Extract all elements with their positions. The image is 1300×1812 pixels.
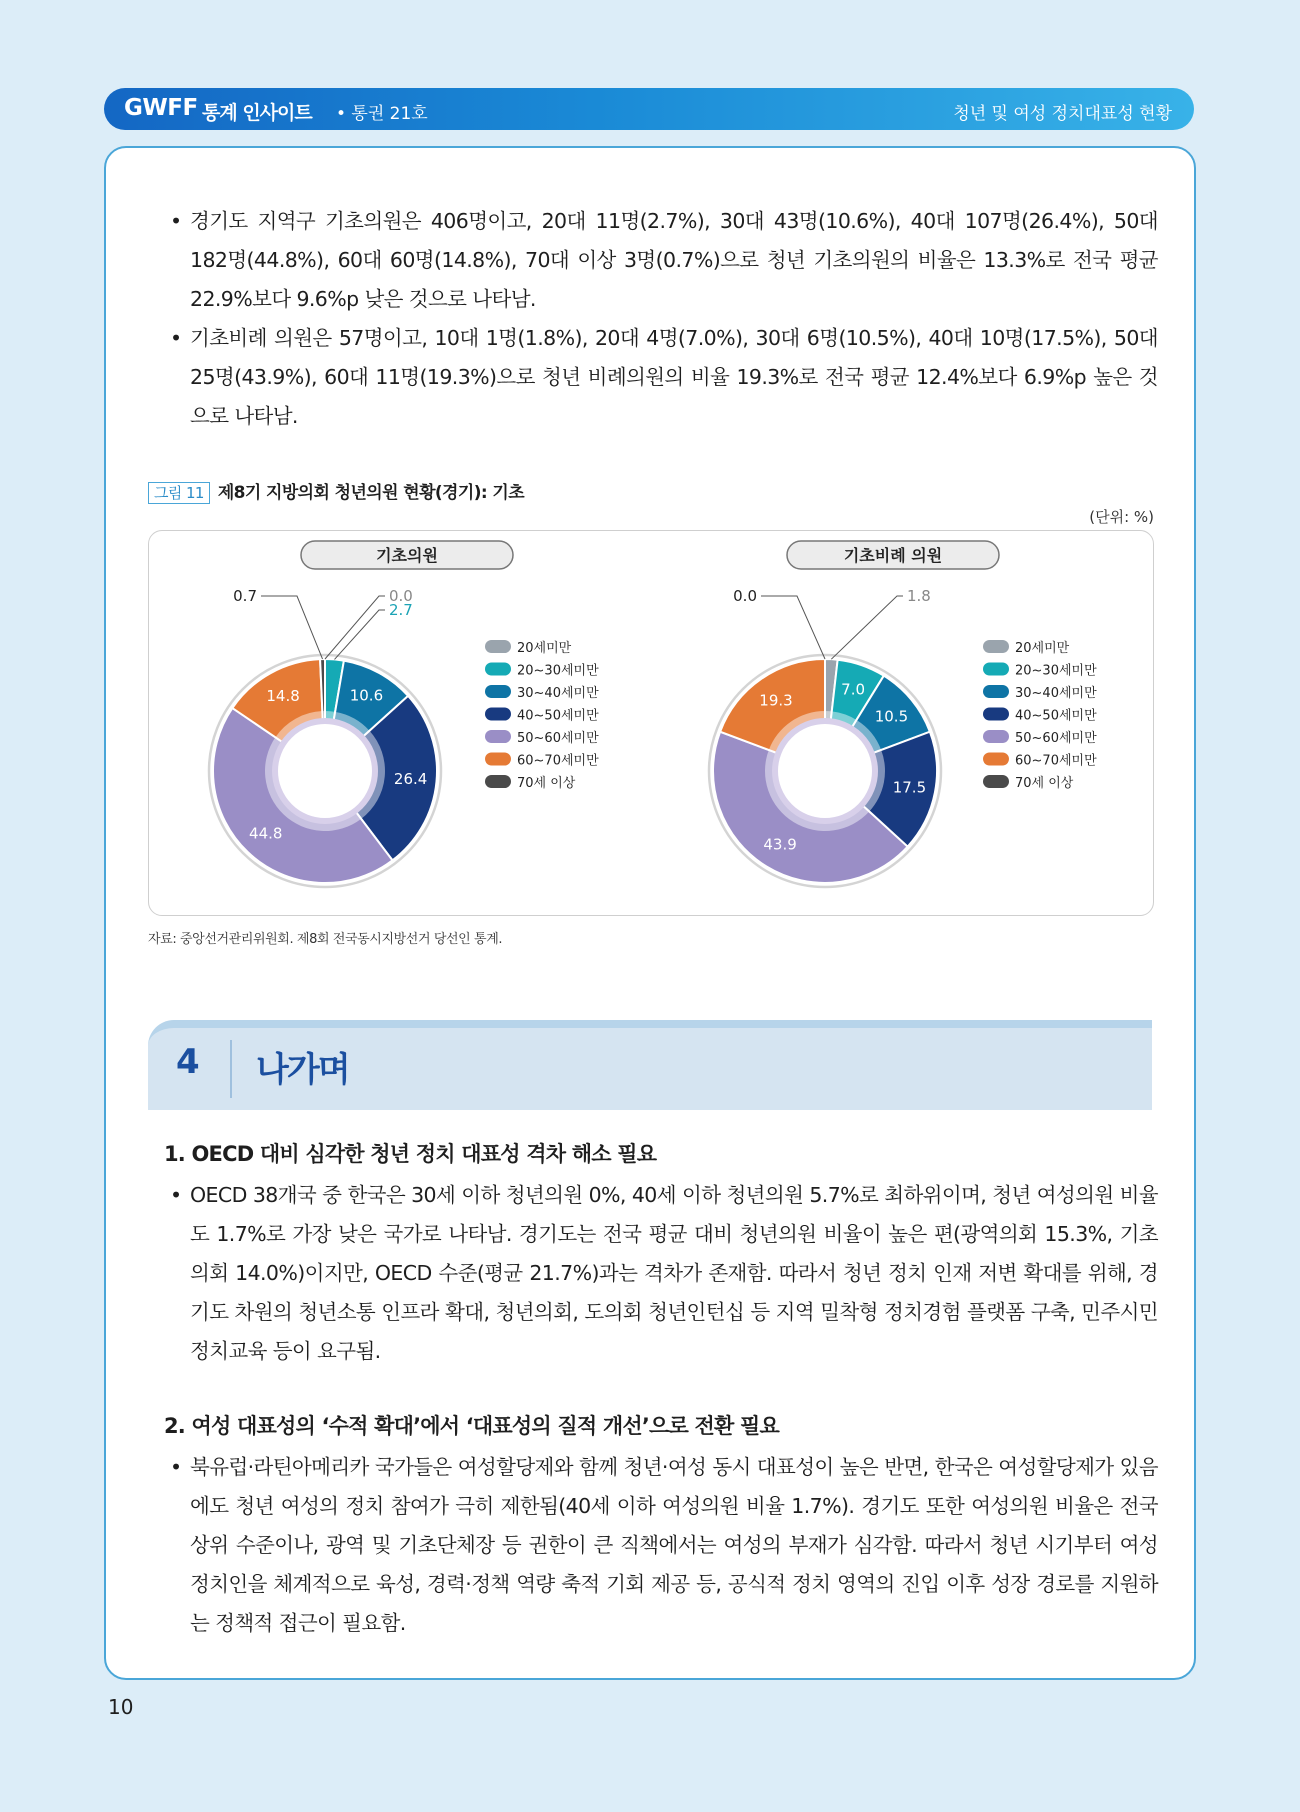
donut-charts (149, 531, 1153, 915)
legend-swatch (983, 663, 1009, 676)
legend-swatch (485, 753, 511, 766)
legend-swatch (983, 708, 1009, 721)
content-card (104, 146, 1196, 1680)
bullet-dot: • (170, 1183, 182, 1207)
legend-label: 30~40세미만 (1015, 686, 1097, 701)
callout-line (334, 610, 385, 659)
figure-tag: 그림 11 (148, 482, 210, 504)
slice-label: 19.3 (759, 691, 793, 710)
slice-label: 43.9 (763, 835, 797, 854)
bullet-item (170, 202, 1158, 319)
slice-label: 0.0 (389, 587, 413, 605)
page-number: 10 (108, 1695, 134, 1719)
slice-label: 7.0 (841, 680, 866, 699)
legend-swatch (983, 730, 1009, 743)
slice-label: 10.6 (349, 686, 384, 705)
slice-label: 1.8 (907, 587, 931, 605)
bullet-dot: • (170, 326, 182, 350)
legend-swatch (983, 640, 1009, 653)
figure-source: 자료: 중앙선거관리위원회. 제8회 전국동시지방선거 당선인 통계. (148, 932, 503, 947)
callout-line (325, 596, 385, 659)
bullet-item (170, 319, 1158, 436)
slice-label: 14.8 (266, 686, 300, 705)
legend-label: 40~50세미만 (517, 708, 599, 724)
section-divider (230, 1040, 232, 1098)
callout-line (761, 596, 825, 659)
bullet-text: 기초비례 의원은 57명이고, 10대 1명(1.8%), 20대 4명(7.0%), 30대 6명(10.5%), 40대 10명(17.5%), 50대 25명(43.9%), 60대 11명(19.3%)으로 청년 비례의원의 비율 19.3%로 전국 평균 12.4%보다 6.9%p 높은 것으로 나타남. (190, 326, 1158, 428)
legend-label: 50~60세미만 (517, 731, 599, 746)
slice-label: 2.7 (389, 601, 413, 619)
legend-swatch (485, 708, 511, 721)
bullet-dot: • (170, 209, 182, 233)
section-heading (148, 1020, 1152, 1110)
legend-swatch (485, 640, 511, 653)
subsection-heading: 2. 여성 대표성의 ‘수적 확대’에서 ‘대표성의 질적 개선’으로 전환 필요 (164, 1414, 779, 1438)
logo: GWFF (124, 95, 198, 121)
callout-line (831, 596, 903, 659)
subsection-heading: 1. OECD 대비 심각한 청년 정치 대표성 격차 해소 필요 (164, 1142, 657, 1166)
bullet-text: 경기도 지역구 기초의원은 406명이고, 20대 11명(2.7%), 30대 43명(10.6%), 40대 107명(26.4%), 50대 182명(44.8%), 60대 60명(14.8%), 70대 이상 3명(0.7%)으로 청년 기초의원의 비율은 13.3%로 전국 평균 22.9%보다 9.6%p 낮은 것으로 나타남. (190, 209, 1158, 311)
slice-label: 26.4 (393, 770, 428, 789)
legend-label: 60~70세미만 (1015, 753, 1097, 769)
chart-title: 기초비례 의원 (843, 546, 943, 565)
chart-title: 기초의원 (376, 546, 438, 565)
legend-swatch (983, 753, 1009, 766)
legend-label: 20~30세미만 (1015, 663, 1097, 679)
legend-swatch (485, 685, 511, 698)
slice-label: 44.8 (249, 824, 283, 843)
legend-label: 70세 이상 (517, 776, 576, 791)
brand-title: 통계 인사이트 (202, 102, 312, 124)
chart-container (148, 530, 1154, 916)
legend-swatch (485, 730, 511, 743)
bullet-text: OECD 38개국 중 한국은 30세 이하 청년의원 0%, 40세 이하 청년의원 5.7%로 최하위이며, 청년 여성의원 비율도 1.7%로 가장 낮은 국가로 나타남. 경기도는 전국 평균 대비 청년의원 비율이 높은 편(광역의회 15.3%, 기초의회 14.0%)이지만, OECD 수준(평균 21.7%)과는 격차가 존재함. 따라서 청년 정치 인재 저변 확대를 위해, 경기도 차원의 청년소통 인프라 확대, 청년의회, 도의회 청년인턴십 등 지역 밀착형 정치경험 플랫폼 구축, 민주시민 정치교육 등이 요구됨. (190, 1183, 1158, 1363)
bullet-item (170, 1448, 1158, 1643)
issue-number: • 통권 21호 (336, 104, 428, 124)
slice-label: 0.7 (233, 587, 257, 605)
legend-swatch (983, 775, 1009, 788)
figure-title: 제8기 지방의회 청년의원 현황(경기): 기초 (217, 483, 525, 503)
callout-line (261, 596, 323, 659)
legend-label: 40~50세미만 (1015, 708, 1097, 724)
legend-swatch (983, 685, 1009, 698)
header-bar (104, 88, 1194, 130)
unit-label: (단위: %) (1089, 508, 1154, 526)
donut-hole (275, 721, 375, 821)
legend-swatch (485, 663, 511, 676)
legend-label: 20세미만 (1015, 641, 1070, 656)
legend-label: 70세 이상 (1015, 776, 1074, 791)
legend-label: 20세미만 (517, 641, 572, 656)
legend-label: 20~30세미만 (517, 663, 599, 679)
section-number: 4 (176, 1042, 200, 1082)
bullet-item (170, 1176, 1158, 1371)
legend-swatch (485, 775, 511, 788)
bullet-dot: • (170, 1455, 182, 1479)
bullet-text: 북유럽·라틴아메리카 국가들은 여성할당제와 함께 청년·여성 동시 대표성이 높은 반면, 한국은 여성할당제가 있음에도 청년 여성의 정치 참여가 극히 제한됨(40세 이하 여성의원 비율 1.7%). 경기도 또한 여성의원 비율은 전국 상위 수준이나, 광역 및 기초단체장 등 권한이 큰 직책에서는 여성의 부재가 심각함. 따라서 청년 시기부터 여성 정치인을 체계적으로 육성, 경력·정책 역량 축적 기회 제공 등, 공식적 정치 영역의 진입 이후 성장 경로를 지원하는 정책적 접근이 필요함. (190, 1455, 1158, 1635)
legend-label: 60~70세미만 (517, 753, 599, 769)
legend-label: 30~40세미만 (517, 686, 599, 701)
slice-label: 0.0 (733, 587, 757, 605)
section-title: 나가며 (256, 1050, 349, 1090)
figure-caption (148, 478, 524, 504)
legend-label: 50~60세미만 (1015, 731, 1097, 746)
slice-label: 17.5 (892, 778, 927, 797)
report-topic: 청년 및 여성 정치대표성 현황 (953, 104, 1172, 124)
slice-label: 10.5 (874, 707, 909, 726)
donut-hole (775, 721, 875, 821)
